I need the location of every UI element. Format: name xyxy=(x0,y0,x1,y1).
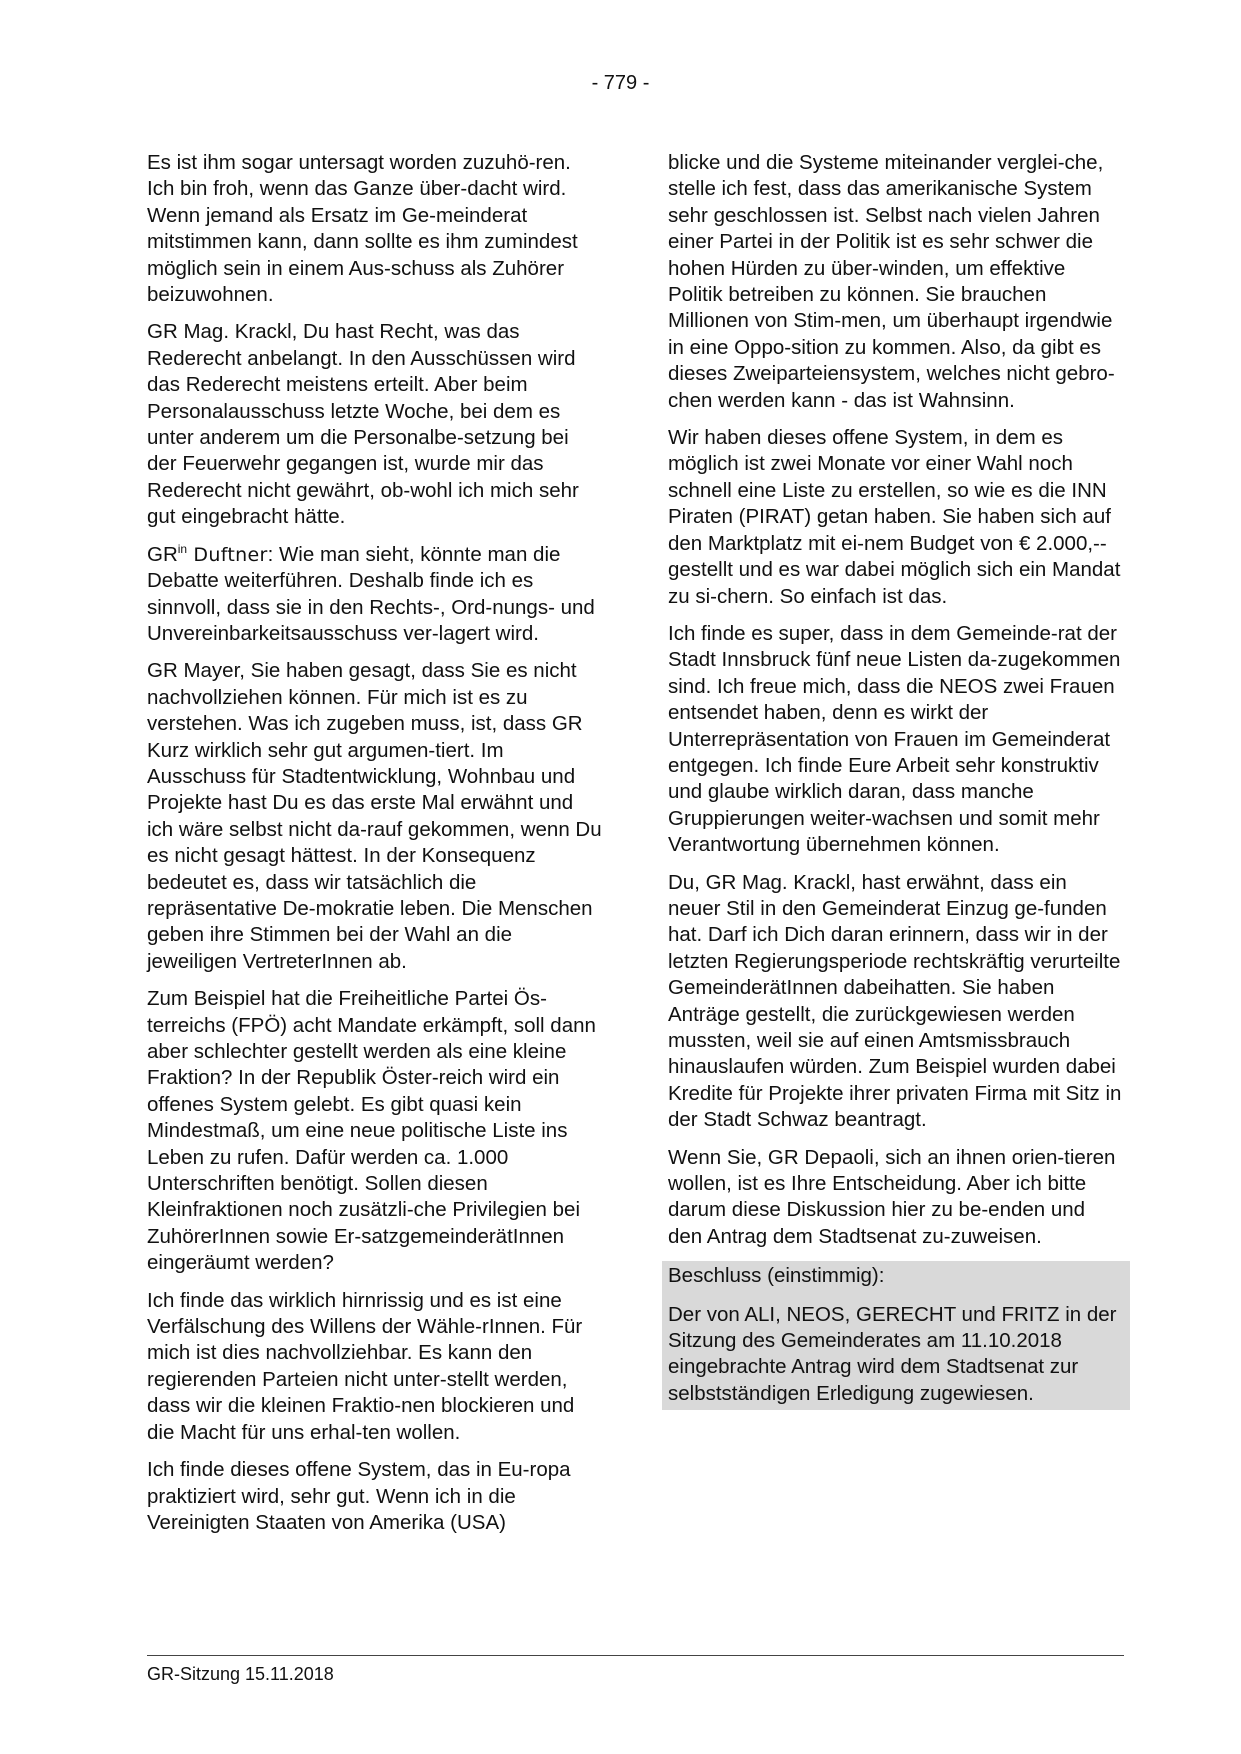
right-paragraph-2: Wir haben dieses offene System, in dem es möglich ist zwei Monate vor einer Wahl noch schnell eine Liste zu erstellen, so wie es die INN Piraten (PIRAT) getan haben. Sie haben sich auf den Marktplatz mit ei-nem Budget von € 2.000,-- gestellt und es war dabei möglich sich ein Mandat zu si-chern. So einfach ist das. xyxy=(668,426,1121,608)
footer-divider xyxy=(147,1655,1124,1656)
speaker-prefix: GR xyxy=(147,542,178,566)
speaker-name: Duftner xyxy=(187,543,268,566)
right-column xyxy=(668,150,1124,1410)
speaker-superscript: in xyxy=(177,541,188,556)
footer-text: GR-Sitzung 15.11.2018 xyxy=(147,1664,334,1684)
resolution-title: Beschluss (einstimmig): xyxy=(668,1264,885,1288)
speaker-text: : Wie man sieht, könnte man die Debatte weiterführen. Deshalb finde ich es sinnvoll, dass sie in den Rechts-, Ord-nungs- und Unvereinbarkeitsausschuss ver-lagert wird. xyxy=(147,542,595,645)
left-paragraph-3 xyxy=(147,542,603,648)
page-number: - 779 - xyxy=(591,72,650,94)
left-paragraph-7: Ich finde dieses offene System, das in Eu-ropa praktiziert wird, sehr gut. Wenn ich in die Vereinigten Staaten von Amerika (USA) xyxy=(147,1458,571,1534)
left-paragraph-5: Zum Beispiel hat die Freiheitliche Partei Ös-terreichs (FPÖ) acht Mandate erkämpft, soll dann aber schlechter gestellt werden als eine kleine Fraktion? In der Republik Öster-reich wird ein offenes System gelebt. Es gibt quasi kein Mindestmaß, um eine neue politische Liste ins Leben zu rufen. Dafür werden ca. 1.000 Unterschriften benötigt. Sollen diesen Kleinfraktionen noch zusätzli-che Privilegien bei ZuhörerInnen sowie Er-satzgemeinderätInnen eingeräumt werden? xyxy=(147,987,596,1275)
right-paragraph-4: Du, GR Mag. Krackl, hast erwähnt, dass ein neuer Stil in den Gemeinderat Einzug ge-funden hat. Darf ich Dich daran erinnern, dass wir in der letzten Regierungsperiode rechtskräftig verurteilte GemeinderätInnen dabeihatten. Sie haben Anträge gestellt, die zurückgewiesen werden mussten, weil sie auf einen Amtsmissbrauch hinauslaufen würden. Zum Beispiel wurden dabei Kredite für Projekte ihrer privaten Firma mit Sitz in der Stadt Schwaz beantragt. xyxy=(668,870,1122,1132)
left-column xyxy=(147,150,603,1547)
resolution-text: Der von ALI, NEOS, GERECHT und FRITZ in der Sitzung des Gemeinderates am 11.10.2018 eingebrachte Antrag wird dem Stadtsenat zur selbstständigen Erledigung zugewiesen. xyxy=(668,1302,1117,1405)
left-paragraph-2: GR Mag. Krackl, Du hast Recht, was das Rederecht anbelangt. In den Ausschüssen wird das Rederecht meistens erteilt. Aber beim Personalausschuss letzte Woche, bei dem es unter anderem um die Personalbe-setzung bei der Feuerwehr gegangen ist, wurde mir das Rederecht nicht gewährt, ob-wohl ich mich sehr gut eingebracht hätte. xyxy=(147,320,579,529)
left-paragraph-1: Es ist ihm sogar untersagt worden zuzuhö-ren. Ich bin froh, wenn das Ganze über-dacht wird. Wenn jemand als Ersatz im Ge-meinderat mitstimmen kann, dann sollte es ihm zumindest möglich sein in einem Aus-schuss als Zuhörer beizuwohnen. xyxy=(147,151,578,307)
resolution-box xyxy=(662,1261,1130,1410)
left-paragraph-6: Ich finde das wirklich hirnrissig und es ist eine Verfälschung des Willens der Wähle-rInnen. Für mich ist dies nachvollziehbar. Es kann den regierenden Parteien nicht unter-stellt werden, dass wir die kleinen Fraktio-nen blockieren und die Macht für uns erhal-ten wollen. xyxy=(147,1288,583,1444)
right-paragraph-5: Wenn Sie, GR Depaoli, sich an ihnen orien-tieren wollen, ist es Ihre Entscheidung. Aber ich bitte darum diese Diskussion hier zu be-enden und den Antrag dem Stadtsenat zu-zuweisen. xyxy=(668,1145,1116,1248)
left-paragraph-4: GR Mayer, Sie haben gesagt, dass Sie es nicht nachvollziehen können. Für mich ist es zu verstehen. Was ich zugeben muss, ist, dass GR Kurz wirklich sehr gut argumen-tiert. Im Ausschuss für Stadtentwicklung, Wohnbau und Projekte hast Du es das erste Mal erwähnt und ich wäre selbst nicht da-rauf gekommen, wenn Du es nicht gesagt hättest. In der Konsequenz bedeutet es, dass wir tatsächlich die repräsentative De-mokratie leben. Die Menschen geben ihre Stimmen bei der Wahl an die jeweiligen VertreterInnen ab. xyxy=(147,659,602,973)
right-paragraph-1: blicke und die Systeme miteinander verglei-che, stelle ich fest, dass das amerikanische System sehr geschlossen ist. Selbst nach vielen Jahren einer Partei in der Politik ist es sehr schwer die hohen Hürden zu über-winden, um effektive Politik betreiben zu können. Sie brauchen Millionen von Stim-men, um überhaupt irgendwie in eine Oppo-sition zu kommen. Also, da gibt es dieses Zweiparteiensystem, welches nicht gebro-chen werden kann - das ist Wahnsinn. xyxy=(668,151,1115,412)
right-paragraph-3: Ich finde es super, dass in dem Gemeinde-rat der Stadt Innsbruck fünf neue Listen da-zugekommen sind. Ich freue mich, dass die NEOS zwei Frauen entsendet haben, denn es wirkt der Unterrepräsentation von Frauen im Gemeinderat entgegen. Ich finde Eure Arbeit sehr konstruktiv und glaube wirklich daran, dass manche Gruppierungen weiter-wachsen und somit mehr Verantwortung übernehmen können. xyxy=(668,621,1121,857)
